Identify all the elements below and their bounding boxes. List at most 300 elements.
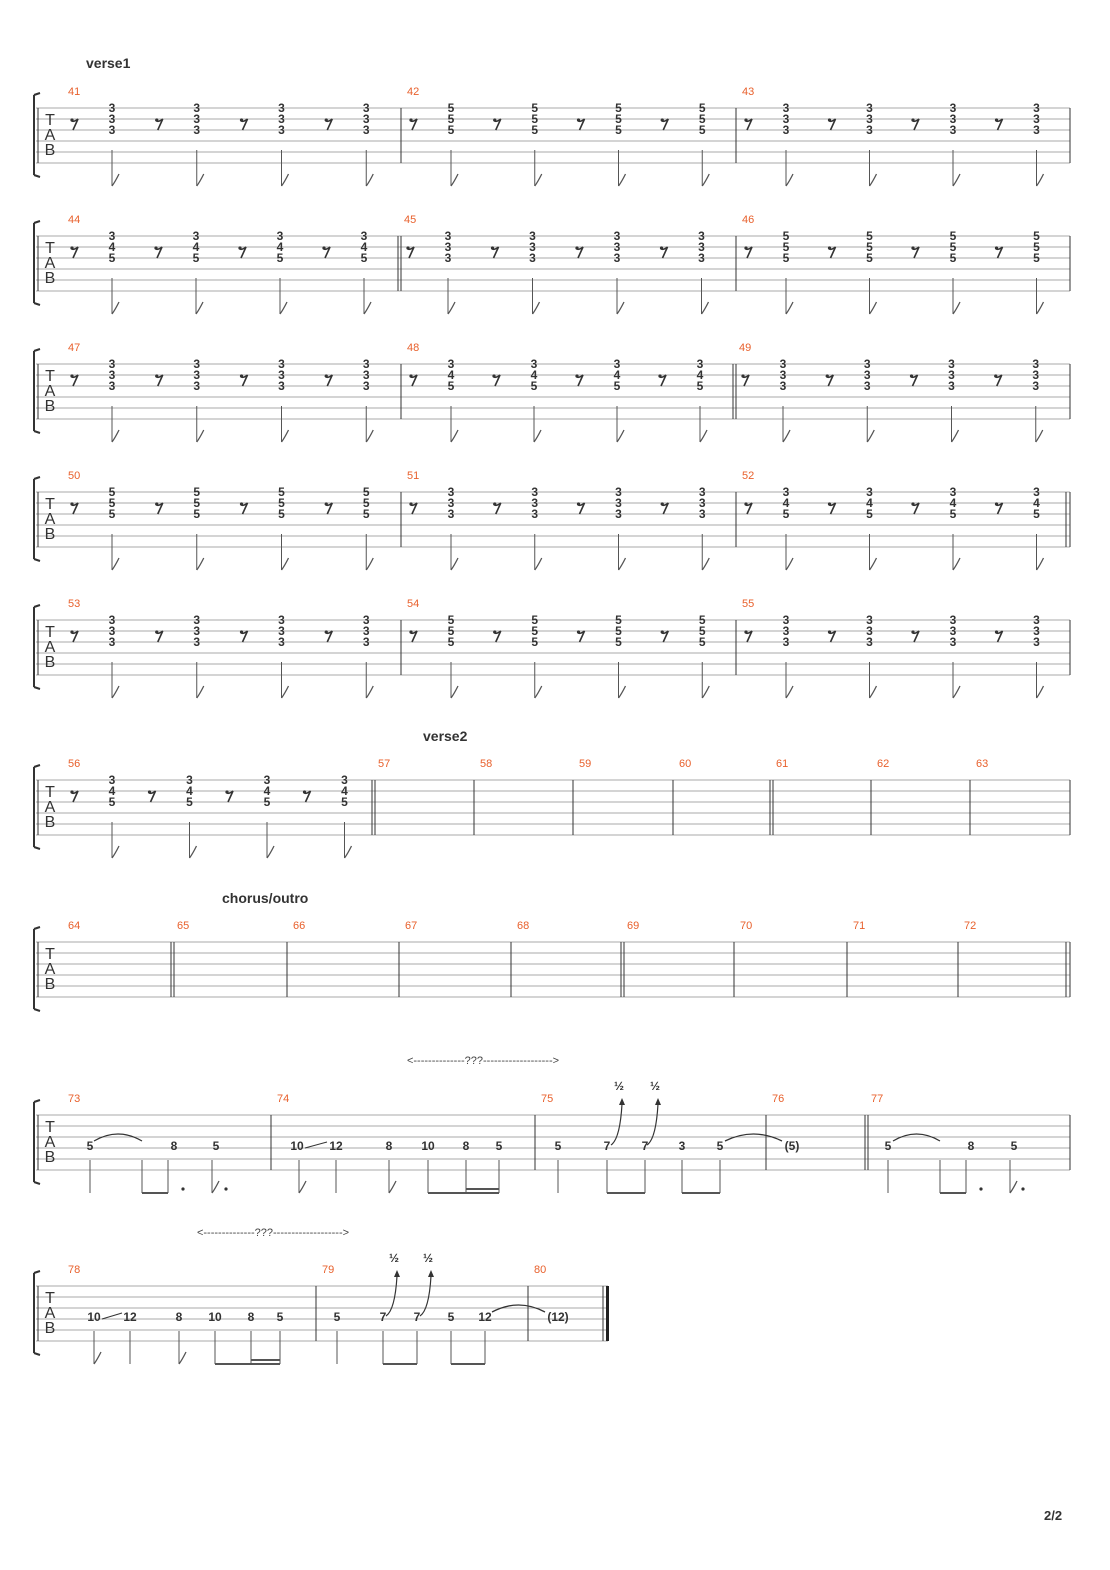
- fret-number: 5: [866, 251, 873, 265]
- fret-number: 8: [967, 1139, 975, 1153]
- fret-number: 7: [379, 1310, 387, 1324]
- fret-number: 3: [193, 123, 201, 137]
- eighth-rest-dot: [325, 502, 328, 505]
- fret-number: 3: [949, 112, 957, 126]
- fret-number: 5: [615, 624, 622, 638]
- eighth-rest-dot: [995, 246, 998, 249]
- fret-number: 12: [123, 1310, 137, 1324]
- fret-number: 8: [170, 1139, 178, 1153]
- ottava-annotation: <--------------???------------------->: [406, 1055, 560, 1067]
- fret-number: 3: [108, 368, 116, 382]
- tab-system: [34, 927, 1070, 1011]
- slide-line: [102, 1313, 122, 1319]
- eighth-rest-dot: [155, 118, 158, 121]
- fret-number: 7: [603, 1139, 611, 1153]
- fret-number: 3: [779, 368, 787, 382]
- fret-number: 3: [530, 357, 538, 371]
- fret-number: 3: [698, 485, 706, 499]
- fret-number: 3: [193, 635, 201, 649]
- fret-number: 3: [193, 101, 201, 115]
- note-flag: [197, 174, 204, 186]
- measure-number: 74: [277, 1093, 290, 1105]
- note-flag: [786, 558, 793, 570]
- fret-number: 3: [866, 101, 873, 115]
- eighth-rest-dot: [240, 118, 243, 121]
- fret-number: 3: [278, 379, 285, 393]
- fret-number: 8: [175, 1310, 183, 1324]
- fret-number: 3: [108, 379, 116, 393]
- fret-number: 3: [362, 112, 370, 126]
- fret-number: 5: [108, 507, 116, 521]
- measure-number: 46: [742, 214, 755, 226]
- note-flag: [870, 302, 877, 314]
- fret-number: 3: [444, 251, 452, 265]
- measure-number: 70: [740, 920, 753, 932]
- tab-system: [34, 477, 1070, 561]
- tab-clef-letter: A: [44, 961, 56, 978]
- eighth-rest-dot: [70, 790, 73, 793]
- note-flag: [535, 686, 542, 698]
- fret-number: 3: [362, 368, 370, 382]
- tab-clef-letter: A: [44, 1134, 56, 1151]
- fret-number: 5: [530, 379, 538, 393]
- fret-number: 5: [333, 1310, 341, 1324]
- tab-system: [34, 1100, 1070, 1184]
- note-flag: [190, 846, 197, 858]
- fret-number: 5: [447, 635, 455, 649]
- fret-number: 3: [1033, 485, 1040, 499]
- eighth-rest-dot: [577, 630, 580, 633]
- note-flag: [617, 430, 624, 442]
- eighth-rest-dot: [744, 630, 747, 633]
- fret-number: 5: [531, 112, 539, 126]
- fret-number: 3: [866, 485, 873, 499]
- eighth-rest-dot: [491, 246, 494, 249]
- fret-number: 3: [782, 635, 790, 649]
- tab-clef-letter: T: [45, 946, 55, 963]
- tab-clef-letter: A: [44, 1305, 56, 1322]
- measure-number: 51: [407, 470, 420, 482]
- fret-number: 3: [782, 613, 790, 627]
- eighth-rest-dot: [303, 790, 306, 793]
- fret-number: 3: [866, 613, 873, 627]
- fret-number: 3: [193, 112, 201, 126]
- bend-amount: ½: [613, 1079, 625, 1093]
- measure-number: 66: [293, 920, 306, 932]
- fret-number: 5: [698, 123, 706, 137]
- measure-number: 68: [517, 920, 530, 932]
- note-flag: [366, 174, 373, 186]
- eighth-rest-dot: [994, 374, 997, 377]
- tab-clef-letter: A: [44, 511, 56, 528]
- fret-number: 3: [678, 1139, 686, 1153]
- note-flag: [112, 174, 119, 186]
- note-flag: [366, 686, 373, 698]
- note-flag: [702, 174, 709, 186]
- fret-number: 5: [949, 251, 957, 265]
- system-bracket: [34, 221, 40, 305]
- note-flag: [702, 686, 709, 698]
- fret-number: 4: [108, 784, 116, 798]
- fret-number: 3: [1032, 357, 1040, 371]
- eighth-rest-dot: [910, 374, 913, 377]
- note-flag: [282, 430, 289, 442]
- fret-number: 4: [782, 496, 790, 510]
- fret-number: 3: [866, 123, 873, 137]
- fret-number: 5: [716, 1139, 724, 1153]
- eighth-rest-dot: [911, 630, 914, 633]
- eighth-rest-dot: [661, 118, 664, 121]
- fret-number: 3: [948, 357, 955, 371]
- fret-number: 5: [866, 229, 873, 243]
- fret-number: 3: [615, 485, 622, 499]
- note-flag: [448, 302, 455, 314]
- fret-number: 5: [1010, 1139, 1018, 1153]
- bend-arrow: [655, 1098, 661, 1105]
- note-flag: [197, 686, 204, 698]
- fret-number: 5: [193, 496, 201, 510]
- fret-number: 3: [362, 101, 370, 115]
- tab-clef-letter: A: [44, 255, 56, 272]
- fret-number: 3: [447, 357, 455, 371]
- note-flag: [870, 686, 877, 698]
- augmentation-dot: [979, 1187, 982, 1190]
- tab-clef-letter: A: [44, 383, 56, 400]
- fret-number: 3: [866, 624, 873, 638]
- eighth-rest-dot: [661, 630, 664, 633]
- tab-clef-letter: A: [44, 127, 56, 144]
- fret-number: 5: [108, 251, 116, 265]
- fret-number: 3: [278, 613, 285, 627]
- eighth-rest-dot: [911, 502, 914, 505]
- fret-number: 3: [779, 357, 787, 371]
- eighth-rest-dot: [70, 630, 73, 633]
- bend-arrow: [619, 1098, 625, 1105]
- fret-number: 5: [531, 123, 539, 137]
- fret-number: 3: [782, 485, 790, 499]
- bend-curve: [420, 1276, 431, 1316]
- fret-number: 12: [329, 1139, 343, 1153]
- note-flag: [953, 302, 960, 314]
- fret-number: 5: [554, 1139, 562, 1153]
- fret-number: 5: [613, 379, 621, 393]
- note-flag: [783, 430, 790, 442]
- fret-number: 5: [884, 1139, 892, 1153]
- note-flag: [952, 430, 959, 442]
- note-flag: [451, 430, 458, 442]
- eighth-rest-dot: [70, 374, 73, 377]
- note-flag: [1036, 430, 1043, 442]
- eighth-rest-dot: [325, 374, 328, 377]
- fret-number: 3: [1033, 635, 1040, 649]
- fret-number: 5: [949, 240, 957, 254]
- system-bracket: [34, 1100, 40, 1184]
- fret-number: 3: [362, 613, 370, 627]
- fret-number: 3: [193, 379, 201, 393]
- fret-number: 3: [193, 613, 201, 627]
- fret-number: 3: [278, 357, 285, 371]
- tab-clef-letter: T: [45, 240, 55, 257]
- eighth-rest-dot: [493, 502, 496, 505]
- fret-number: 5: [495, 1139, 503, 1153]
- fret-number: 3: [108, 229, 116, 243]
- eighth-rest-dot: [70, 502, 73, 505]
- note-flag: [179, 1352, 186, 1364]
- fret-number: 3: [1033, 101, 1040, 115]
- tab-system: [34, 349, 1070, 433]
- fret-number: 3: [108, 613, 116, 627]
- eighth-rest-dot: [406, 246, 409, 249]
- fret-number: 5: [447, 101, 455, 115]
- fret-number: 10: [208, 1310, 222, 1324]
- fret-number: 3: [696, 357, 704, 371]
- eighth-rest-dot: [154, 246, 157, 249]
- fret-number: 3: [529, 240, 536, 254]
- note-flag: [112, 558, 119, 570]
- fret-number: 5: [447, 123, 455, 137]
- eighth-rest-dot: [322, 246, 325, 249]
- tab-clef-letter: T: [45, 496, 55, 513]
- fret-number: 4: [360, 240, 368, 254]
- fret-number: 4: [276, 240, 284, 254]
- eighth-rest-dot: [744, 118, 747, 121]
- fret-number: 3: [782, 101, 790, 115]
- tab-clef-letter: B: [44, 654, 56, 671]
- eighth-rest-dot: [577, 118, 580, 121]
- fret-number: 5: [193, 507, 201, 521]
- fret-number: 12: [478, 1310, 492, 1324]
- note-flag: [619, 174, 626, 186]
- fret-number: 3: [186, 773, 193, 787]
- system-bracket: [34, 93, 40, 177]
- system-bracket: [34, 605, 40, 689]
- note-flag: [299, 1181, 306, 1193]
- fret-number: 5: [696, 379, 704, 393]
- note-flag: [1010, 1181, 1017, 1193]
- fret-number: 8: [247, 1310, 255, 1324]
- fret-number: 5: [186, 795, 193, 809]
- measure-number: 56: [68, 758, 81, 770]
- fret-number: 3: [698, 229, 705, 243]
- eighth-rest-dot: [828, 246, 831, 249]
- note-flag: [1037, 686, 1044, 698]
- eighth-rest-dot: [828, 502, 831, 505]
- fret-number: 5: [615, 613, 622, 627]
- fret-number: 5: [362, 496, 370, 510]
- fret-number: 3: [263, 773, 271, 787]
- fret-number: 3: [531, 507, 539, 521]
- fret-number: 3: [447, 507, 455, 521]
- fret-number: 3: [192, 229, 200, 243]
- eighth-rest-dot: [911, 118, 914, 121]
- note-flag: [364, 302, 371, 314]
- fret-number: 4: [866, 496, 873, 510]
- note-flag: [282, 558, 289, 570]
- fret-number: 3: [108, 635, 116, 649]
- fret-number: 8: [385, 1139, 393, 1153]
- eighth-rest-dot: [658, 374, 661, 377]
- fret-number: 4: [192, 240, 200, 254]
- eighth-rest-dot: [409, 118, 412, 121]
- fret-number: 3: [949, 123, 957, 137]
- fret-number: 5: [341, 795, 348, 809]
- eighth-rest-dot: [826, 374, 829, 377]
- measure-number: 42: [407, 86, 420, 98]
- fret-number: 5: [1033, 240, 1040, 254]
- fret-number: 3: [948, 368, 955, 382]
- eighth-rest-dot: [409, 630, 412, 633]
- note-flag: [786, 174, 793, 186]
- eighth-rest-dot: [493, 630, 496, 633]
- measure-number: 62: [877, 758, 890, 770]
- fret-number: 3: [949, 635, 957, 649]
- note-flag: [451, 686, 458, 698]
- fret-number: 5: [360, 251, 368, 265]
- fret-number: (12): [547, 1310, 569, 1324]
- fret-number: 3: [613, 357, 621, 371]
- fret-number: 3: [779, 379, 787, 393]
- note-flag: [366, 430, 373, 442]
- fret-number: 4: [1033, 496, 1040, 510]
- tab-clef-letter: B: [44, 398, 56, 415]
- fret-number: 3: [529, 251, 536, 265]
- note-flag: [196, 302, 203, 314]
- fret-number: 5: [447, 1310, 455, 1324]
- fret-number: 3: [866, 112, 873, 126]
- fret-number: 5: [615, 635, 622, 649]
- measure-number: 79: [322, 1264, 335, 1276]
- fret-number: 3: [949, 624, 957, 638]
- eighth-rest-dot: [240, 374, 243, 377]
- fret-number: 3: [1033, 123, 1040, 137]
- fret-number: 5: [866, 507, 873, 521]
- note-flag: [282, 174, 289, 186]
- bend-curve: [611, 1104, 622, 1145]
- tab-clef-letter: T: [45, 784, 55, 801]
- fret-number: 5: [949, 507, 957, 521]
- note-flag: [112, 430, 119, 442]
- fret-number: 5: [531, 635, 539, 649]
- fret-number: 5: [192, 251, 200, 265]
- tab-clef-letter: B: [44, 270, 56, 287]
- note-flag: [534, 430, 541, 442]
- eighth-rest-dot: [493, 118, 496, 121]
- bend-curve: [647, 1104, 658, 1145]
- tab-clef-letter: A: [44, 799, 56, 816]
- measure-number: 76: [772, 1093, 785, 1105]
- fret-number: 5: [531, 101, 539, 115]
- note-flag: [870, 558, 877, 570]
- bend-amount: ½: [649, 1079, 661, 1093]
- fret-number: 3: [863, 368, 871, 382]
- fret-number: 3: [1032, 379, 1040, 393]
- fret-number: 5: [531, 613, 539, 627]
- eighth-rest-dot: [660, 246, 663, 249]
- tab-clef-letter: B: [44, 1149, 56, 1166]
- fret-number: 7: [413, 1310, 421, 1324]
- fret-number: 10: [87, 1310, 101, 1324]
- tab-system: [34, 1271, 609, 1355]
- measure-number: 69: [627, 920, 640, 932]
- fret-number: 4: [341, 784, 348, 798]
- tab-clef-letter: T: [45, 368, 55, 385]
- note-flag: [702, 302, 709, 314]
- fret-number: 5: [362, 507, 370, 521]
- section-label-verse1: verse1: [86, 55, 131, 71]
- tab-clef-letter: A: [44, 639, 56, 656]
- fret-number: 5: [86, 1139, 94, 1153]
- bend-amount: ½: [388, 1251, 400, 1265]
- fret-number: 4: [263, 784, 271, 798]
- fret-number: 10: [421, 1139, 435, 1153]
- note-flag: [953, 686, 960, 698]
- fret-number: 3: [613, 240, 621, 254]
- fret-number: 5: [108, 485, 116, 499]
- note-flag: [870, 174, 877, 186]
- eighth-rest-dot: [828, 630, 831, 633]
- note-flag: [953, 174, 960, 186]
- fret-number: 5: [447, 112, 455, 126]
- fret-number: 4: [530, 368, 538, 382]
- augmentation-dot: [1021, 1187, 1024, 1190]
- fret-number: 3: [193, 368, 201, 382]
- eighth-rest-dot: [409, 374, 412, 377]
- measure-number: 64: [68, 920, 81, 932]
- eighth-rest-dot: [238, 246, 241, 249]
- measure-number: 54: [407, 598, 420, 610]
- note-flag: [280, 302, 287, 314]
- bend-arrow: [428, 1270, 434, 1277]
- fret-number: 3: [1032, 368, 1040, 382]
- augmentation-dot: [181, 1187, 184, 1190]
- fret-number: 3: [447, 485, 455, 499]
- note-flag: [212, 1181, 219, 1193]
- fret-number: 3: [193, 624, 201, 638]
- eighth-rest-dot: [744, 246, 747, 249]
- measure-number: 44: [68, 214, 81, 226]
- measure-number: 49: [739, 342, 752, 354]
- note-flag: [1037, 174, 1044, 186]
- note-flag: [533, 302, 540, 314]
- fret-number: 5: [866, 240, 873, 254]
- fret-number: 3: [1033, 112, 1040, 126]
- eighth-rest-dot: [744, 502, 747, 505]
- measure-number: 50: [68, 470, 81, 482]
- fret-number: 3: [782, 624, 790, 638]
- note-flag: [197, 558, 204, 570]
- section-label-verse2: verse2: [423, 728, 468, 744]
- fret-number: 3: [278, 123, 285, 137]
- fret-number: 3: [362, 379, 370, 393]
- measure-number: 67: [405, 920, 418, 932]
- fret-number: 4: [447, 368, 455, 382]
- tab-clef-letter: B: [44, 142, 56, 159]
- fret-number: 5: [698, 613, 706, 627]
- fret-number: 5: [193, 485, 201, 499]
- fret-number: 5: [1033, 507, 1040, 521]
- fret-number: 5: [276, 1310, 284, 1324]
- ottava-annotation: <--------------???------------------->: [196, 1227, 350, 1239]
- note-flag: [953, 558, 960, 570]
- page-number: 2/2: [1044, 1508, 1063, 1523]
- fret-number: 3: [698, 507, 706, 521]
- tab-clef-letter: B: [44, 814, 56, 831]
- eighth-rest-dot: [70, 118, 73, 121]
- fret-number: 3: [360, 229, 368, 243]
- note-flag: [345, 846, 352, 858]
- eighth-rest-dot: [995, 630, 998, 633]
- fret-number: 3: [615, 507, 622, 521]
